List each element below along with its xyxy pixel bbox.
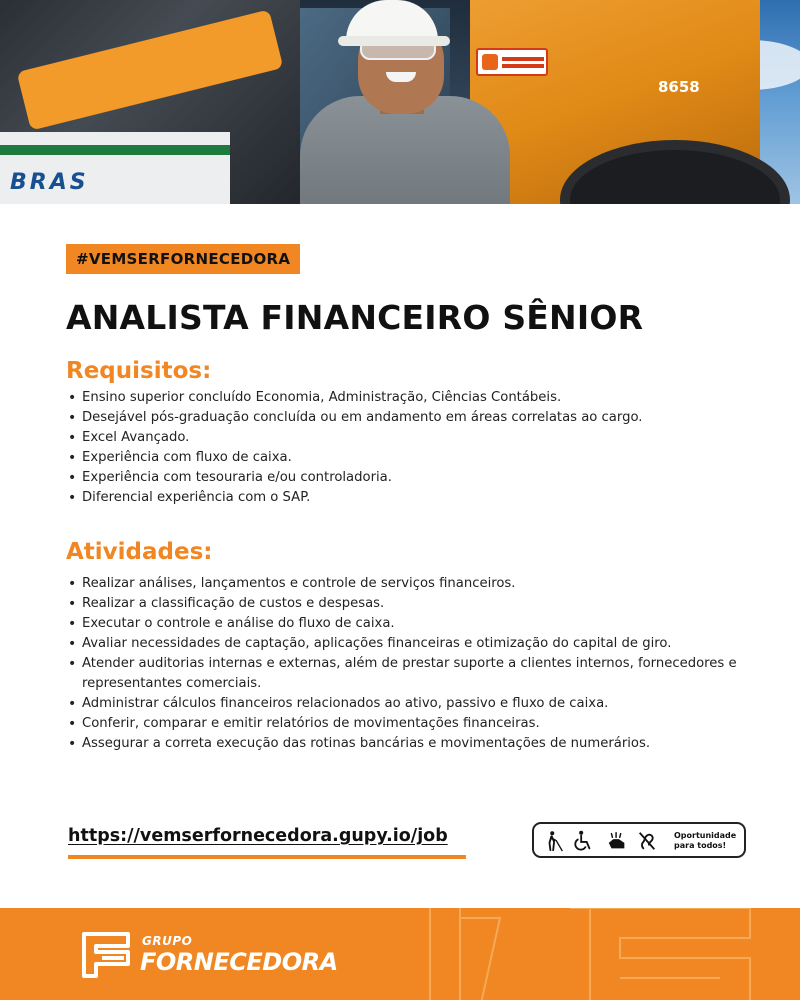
list-item: • Experiência com tesouraria e/ou controladoria.	[66, 468, 642, 488]
list-item: • Executar o controle e análise do fluxo de caixa.	[66, 614, 756, 634]
list-item: • Experiência com fluxo de caixa.	[66, 448, 642, 468]
machine-number: 8658	[658, 78, 700, 96]
list-item: • Ensino superior concluído Economia, Administração, Ciências Contábeis.	[66, 388, 642, 408]
list-item: • Excel Avançado.	[66, 428, 642, 448]
machine-fornecedora-badge	[476, 48, 548, 76]
application-link[interactable]: https://vemserfornecedora.gupy.io/job	[68, 826, 448, 846]
logo-fornecedora-text: FORNECEDORA	[140, 948, 338, 976]
list-item: • Avaliar necessidades de captação, aplicações financeiras e otimização do capital de giro.	[66, 634, 756, 654]
inclusion-badge	[532, 822, 746, 858]
list-item: • Realizar análises, lançamentos e controle de serviços financeiros.	[66, 574, 756, 594]
deaf-icon	[636, 830, 658, 852]
hashtag-badge: #VEMSERFORNECEDORA	[66, 244, 300, 274]
sign-language-icon	[606, 830, 628, 852]
list-item: • Diferencial experiência com o SAP.	[66, 488, 642, 508]
atividades-title: Atividades:	[66, 539, 213, 565]
list-item: • Realizar a classificação de custos e despesas.	[66, 594, 756, 614]
list-item: • Desejável pós-graduação concluída ou em andamento em áreas correlatas ao cargo.	[66, 408, 642, 428]
atividades-list	[66, 574, 756, 754]
footer-decorative-lines	[420, 908, 780, 1000]
inclusion-badge-text: Oportunidade para todos!	[674, 831, 737, 850]
list-item: • Conferir, comparar e emitir relatórios de movimentações financeiras.	[66, 714, 756, 734]
list-item: • Assegurar a correta execução das rotinas bancárias e movimentações de numerários.	[66, 734, 756, 754]
requisitos-list	[66, 388, 642, 508]
job-title: ANALISTA FINANCEIRO SÊNIOR	[66, 298, 644, 337]
footer	[0, 908, 800, 1000]
fornecedora-logo-icon	[78, 930, 134, 980]
wheelchair-icon	[572, 830, 594, 852]
blind-person-icon	[544, 830, 566, 852]
truck-text: BRAS	[10, 170, 89, 195]
hero-photo	[0, 0, 800, 204]
logo-grupo-text: GRUPO	[142, 934, 193, 948]
list-item: • Administrar cálculos financeiros relacionados ao ativo, passivo e fluxo de caixa.	[66, 694, 756, 714]
link-underline-bar	[68, 855, 466, 859]
requisitos-title: Requisitos:	[66, 358, 212, 384]
list-item: • Atender auditorias internas e externas, além de prestar suporte a clientes internos, fornecedores e representantes comerciais.	[66, 654, 756, 694]
fornecedora-logo-icon	[482, 54, 498, 70]
